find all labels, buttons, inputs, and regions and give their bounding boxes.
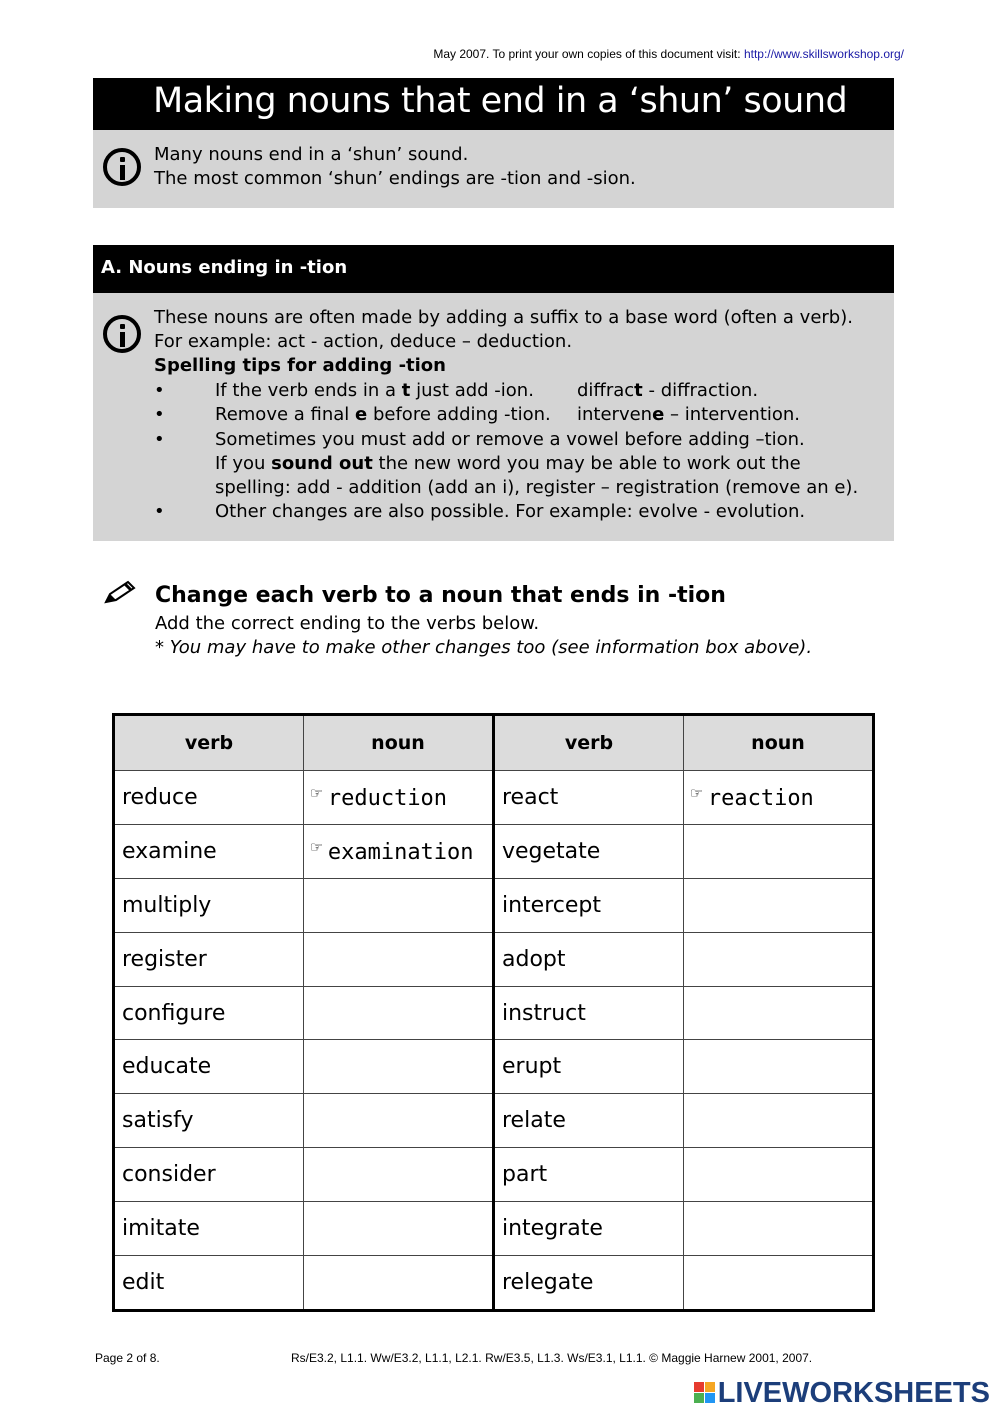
page-title: Making nouns that end in a ‘shun’ sound <box>153 81 848 121</box>
tip-1-text: If the verb ends in a <box>215 380 402 401</box>
noun-answer: reduction <box>327 786 448 812</box>
verb-cell: edit <box>114 1256 304 1311</box>
intro-info-box <box>93 130 894 208</box>
noun-answer-cell[interactable] <box>684 1202 874 1256</box>
verb-cell: relegate <box>494 1256 684 1311</box>
noun-answer-cell[interactable] <box>684 824 874 878</box>
tip-3-line-3: spelling: add - addition (add an i), register – registration (remove an e). <box>215 477 859 498</box>
noun-answer-cell[interactable] <box>684 878 874 932</box>
verb-cell: erupt <box>494 1040 684 1094</box>
table-row <box>114 932 874 986</box>
noun-answer-cell[interactable] <box>684 986 874 1040</box>
noun-answer-cell[interactable] <box>684 771 874 825</box>
header-note-text: May 2007. To print your own copies of this document visit: <box>433 47 744 61</box>
noun-answer-cell[interactable] <box>304 932 494 986</box>
tip-item <box>154 379 884 403</box>
verb-cell: relate <box>494 1094 684 1148</box>
noun-answer-cell[interactable] <box>304 1202 494 1256</box>
tip-item <box>154 500 884 524</box>
verb-cell: vegetate <box>494 824 684 878</box>
verb-cell: imitate <box>114 1202 304 1256</box>
skillsworkshop-link[interactable]: http://www.skillsworkshop.org/ <box>743 47 904 61</box>
verb-cell: intercept <box>494 878 684 932</box>
verb-cell: educate <box>114 1040 304 1094</box>
noun-answer-cell[interactable] <box>304 986 494 1040</box>
tip-2-example: interven <box>577 404 653 425</box>
noun-answer-cell[interactable] <box>304 1040 494 1094</box>
tip-2-text-end: before adding -tion. <box>367 404 551 425</box>
column-header-noun: noun <box>684 715 874 771</box>
verb-cell: integrate <box>494 1202 684 1256</box>
verb-cell: instruct <box>494 986 684 1040</box>
verb-cell: part <box>494 1148 684 1202</box>
pointing-hand-icon: ☞ <box>691 783 702 805</box>
pencil-icon <box>104 580 136 606</box>
logo-mark-icon <box>694 1382 716 1404</box>
table-row <box>114 1256 874 1311</box>
bullet: • <box>154 501 165 522</box>
info-icon <box>103 315 141 353</box>
page-number: Page 2 of 8. <box>95 1351 160 1365</box>
verb-cell: register <box>114 932 304 986</box>
verb-cell: consider <box>114 1148 304 1202</box>
verb-cell: satisfy <box>114 1094 304 1148</box>
noun-answer-cell[interactable] <box>304 824 494 878</box>
footer-references: Rs/E3.2, L1.1. Ww/E3.2, L1.1, L2.1. Rw/E3.5, L1.3. Ws/E3.1, L1.1. © Maggie Harnew 2001, 2007. <box>291 1351 813 1365</box>
noun-answer-cell[interactable] <box>304 878 494 932</box>
task-instruction: Add the correct ending to the verbs below. <box>155 613 540 634</box>
table-row <box>114 1202 874 1256</box>
spelling-tips-heading: Spelling tips for adding -tion <box>154 355 446 376</box>
section-a-info-box <box>93 293 894 541</box>
noun-answer-cell[interactable] <box>304 771 494 825</box>
tip-3-bold: sound out <box>271 453 373 474</box>
table-header-row <box>114 715 874 771</box>
tip-1-example-bold: t <box>634 380 643 401</box>
intro-line-2: The most common ‘shun’ endings are -tion and -sion. <box>154 168 636 190</box>
logo-text: LIVEWORKSHEETS <box>717 1377 990 1409</box>
pointing-hand-icon: ☞ <box>311 837 322 859</box>
tip-1-text-end: just add -ion. <box>410 380 534 401</box>
noun-answer-cell[interactable] <box>684 1040 874 1094</box>
verb-noun-table <box>112 713 875 1312</box>
task-note: * You may have to make other changes too (see information box above). <box>155 637 813 658</box>
column-header-verb: verb <box>494 715 684 771</box>
section-a-line-2: For example: act - action, deduce – deduction. <box>154 331 573 352</box>
table-row <box>114 1040 874 1094</box>
column-header-noun: noun <box>304 715 494 771</box>
tip-2-example-end: – intervention. <box>664 404 801 425</box>
tip-1-bold: t <box>401 380 411 401</box>
tip-2-example-bold: e <box>652 404 665 425</box>
verb-cell: multiply <box>114 878 304 932</box>
column-header-verb: verb <box>114 715 304 771</box>
title-bar <box>93 78 894 130</box>
task-instructions <box>155 612 812 660</box>
task-title: Change each verb to a noun that ends in -tion <box>155 583 726 608</box>
table-row <box>114 986 874 1040</box>
noun-answer-cell[interactable] <box>684 1256 874 1311</box>
noun-answer: reaction <box>707 786 814 812</box>
noun-answer: examination <box>327 840 474 866</box>
bullet: • <box>154 404 165 425</box>
noun-answer-cell[interactable] <box>304 1148 494 1202</box>
table-row <box>114 1148 874 1202</box>
tip-3-line-2: If you <box>215 453 272 474</box>
tip-1-example: diffrac <box>577 380 635 401</box>
tip-item <box>154 428 884 500</box>
noun-answer-cell[interactable] <box>684 932 874 986</box>
verb-cell: adopt <box>494 932 684 986</box>
tip-3-line-1: Sometimes you must add or remove a vowel before adding –tion. <box>215 429 805 450</box>
tip-item <box>154 403 884 427</box>
bullet: • <box>154 380 165 401</box>
verb-cell: configure <box>114 986 304 1040</box>
verb-cell: reduce <box>114 771 304 825</box>
noun-answer-cell[interactable] <box>304 1256 494 1311</box>
tip-2-bold: e <box>355 404 368 425</box>
pointing-hand-icon: ☞ <box>311 783 322 805</box>
noun-answer-cell[interactable] <box>304 1094 494 1148</box>
tip-3-line-2-end: the new word you may be able to work out the <box>372 453 801 474</box>
noun-answer-cell[interactable] <box>684 1148 874 1202</box>
intro-line-1: Many nouns end in a ‘shun’ sound. <box>154 144 469 165</box>
tip-2-text: Remove a final <box>215 404 356 425</box>
section-a-header <box>93 245 894 293</box>
section-a-heading: A. Nouns ending in -tion <box>101 257 348 278</box>
table-row <box>114 1094 874 1148</box>
liveworksheets-logo <box>694 1377 990 1410</box>
table-row <box>114 878 874 932</box>
table-row <box>114 824 874 878</box>
table-row <box>114 771 874 825</box>
noun-answer-cell[interactable] <box>684 1094 874 1148</box>
bullet: • <box>154 429 165 450</box>
section-a-line-1: These nouns are often made by adding a suffix to a base word (often a verb). <box>154 307 853 328</box>
header-note <box>433 47 904 61</box>
tip-1-example-end: - diffraction. <box>642 380 759 401</box>
verb-cell: react <box>494 771 684 825</box>
tip-4-text: Other changes are also possible. For example: evolve - evolution. <box>215 501 806 522</box>
info-icon <box>103 148 141 186</box>
verb-cell: examine <box>114 824 304 878</box>
